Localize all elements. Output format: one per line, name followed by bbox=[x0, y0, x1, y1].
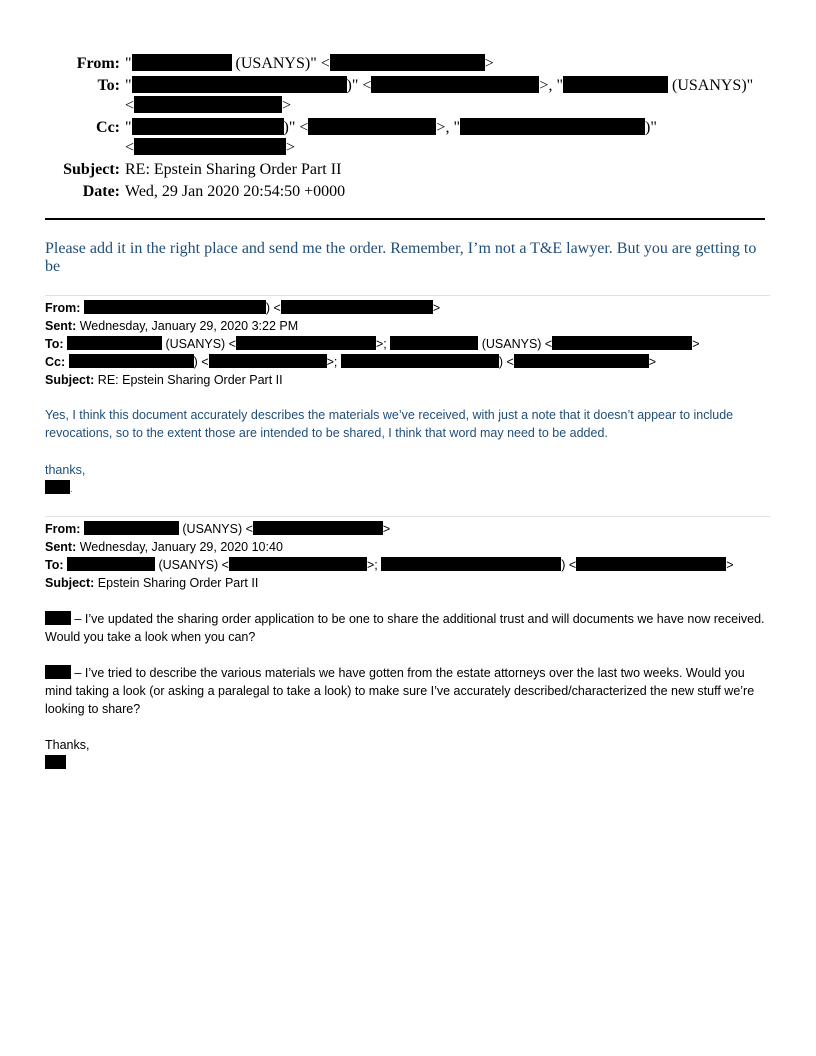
reply-body: Please add it in the right place and send me the order. Remember, I’m not a T&E lawyer. But you are getting to be bbox=[45, 240, 757, 275]
redaction bbox=[514, 354, 649, 368]
to-value: " )" < >, " (USANYS)" < > bbox=[125, 77, 754, 114]
redaction bbox=[308, 118, 436, 135]
msg2-signature bbox=[45, 754, 770, 772]
redaction bbox=[132, 54, 232, 71]
header-from-row bbox=[40, 54, 770, 74]
msg2-sent-row: Sent: Wednesday, January 29, 2020 10:40 bbox=[45, 540, 283, 554]
message-1-header bbox=[45, 299, 770, 389]
redaction bbox=[209, 354, 327, 368]
message-1-body bbox=[45, 406, 770, 442]
subject-value: RE: Epstein Sharing Order Part II bbox=[125, 161, 342, 178]
msg1-to-row: To: (USANYS) < >; (USANYS) < > bbox=[45, 337, 700, 351]
to-label: To: bbox=[97, 77, 120, 94]
header-divider bbox=[45, 218, 765, 220]
redaction bbox=[341, 354, 499, 368]
from-value: " (USANYS)" < > bbox=[125, 55, 494, 72]
redaction bbox=[371, 76, 539, 93]
redaction bbox=[134, 138, 286, 155]
msg2-signoff-text: Thanks, bbox=[45, 738, 90, 752]
redaction bbox=[281, 300, 433, 314]
date-label: Date: bbox=[82, 183, 120, 200]
msg1-sent-row: Sent: Wednesday, January 29, 2020 3:22 PM bbox=[45, 319, 299, 333]
redaction bbox=[132, 118, 284, 135]
redaction bbox=[45, 755, 66, 769]
msg2-para1-text: – I’ve updated the sharing order application to be one to share the additional trust and will documents we have now received. Would you take a look when you can? bbox=[45, 612, 765, 644]
msg1-body-text: Yes, I think this document accurately describes the materials we’ve received, with just a note that it doesn’t appear to include revocations, so to the extent those are intended to be shared, I think that word may need to be added. bbox=[45, 408, 734, 440]
from-label: From: bbox=[76, 55, 120, 72]
redaction bbox=[84, 521, 179, 535]
redaction bbox=[563, 76, 668, 93]
msg2-para2-text: – I’ve tried to describe the various materials we have gotten from the estate attorneys over the last two weeks. Would you mind taking a look (or asking a paralegal to take a look) to make sure I’ve accurately described/characterized the new stuff we’re looking to share? bbox=[45, 666, 755, 716]
message-separator bbox=[45, 295, 770, 296]
redaction bbox=[236, 336, 376, 350]
msg2-subject-row: Subject: Epstein Sharing Order Part II bbox=[45, 576, 259, 590]
redaction bbox=[45, 665, 71, 679]
email-header bbox=[40, 54, 770, 204]
redaction bbox=[84, 300, 266, 314]
redaction bbox=[381, 557, 561, 571]
message-2-signoff bbox=[45, 736, 770, 772]
redaction bbox=[229, 557, 367, 571]
redaction bbox=[45, 480, 70, 494]
msg1-subject-row: Subject: RE: Epstein Sharing Order Part II bbox=[45, 373, 283, 387]
redaction bbox=[45, 611, 71, 625]
redaction bbox=[253, 521, 383, 535]
header-to-row bbox=[40, 76, 770, 116]
redaction bbox=[67, 557, 155, 571]
header-subject-row bbox=[40, 160, 770, 180]
redaction bbox=[330, 54, 485, 71]
msg1-cc-row: Cc: ) < >; ) < > bbox=[45, 355, 657, 369]
msg1-signoff-text: thanks, bbox=[45, 463, 86, 477]
message-separator bbox=[45, 516, 770, 517]
message-2-para-1 bbox=[45, 610, 770, 646]
msg2-from-row: From: (USANYS) < > bbox=[45, 522, 391, 536]
redaction bbox=[67, 336, 162, 350]
date-value: Wed, 29 Jan 2020 20:54:50 +0000 bbox=[125, 183, 346, 200]
redaction bbox=[132, 76, 347, 93]
cc-value: " )" < >, " )" < > bbox=[125, 119, 657, 156]
redaction bbox=[576, 557, 726, 571]
subject-label: Subject: bbox=[63, 161, 120, 178]
header-date-row bbox=[40, 182, 770, 202]
msg1-signature: . bbox=[45, 479, 770, 498]
redaction bbox=[69, 354, 194, 368]
redaction bbox=[134, 96, 282, 113]
message-2-header bbox=[45, 520, 770, 592]
cc-label: Cc: bbox=[96, 119, 120, 136]
message-1-signoff bbox=[45, 461, 770, 498]
msg2-to-row: To: (USANYS) < >; ) < > bbox=[45, 558, 734, 572]
message-2-para-2 bbox=[45, 664, 770, 718]
redaction bbox=[552, 336, 692, 350]
redaction bbox=[460, 118, 645, 135]
redaction bbox=[390, 336, 478, 350]
header-cc-row bbox=[40, 118, 770, 158]
msg1-from-row: From: ) < > bbox=[45, 301, 441, 315]
